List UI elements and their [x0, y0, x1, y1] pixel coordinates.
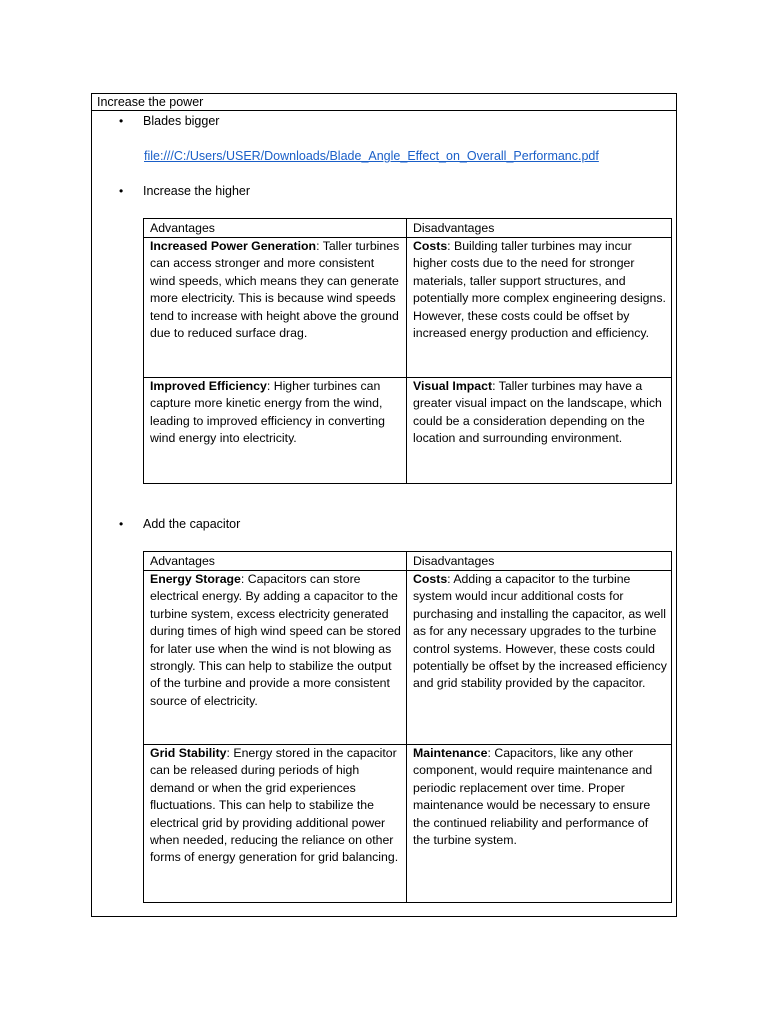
cell-title: Maintenance [413, 746, 488, 760]
disadvantage-cell [407, 571, 672, 745]
advantage-cell [144, 571, 407, 745]
bullet-dot: • [119, 114, 124, 128]
cell-text: : Capacitors can store electrical energy. By adding a capacitor to the turbine system, excess electricity generated during times of high wind speed can be stored for later use when the wind is not blowing as strongly. This can help to stabilize the output of the turbine and provide a more consistent source of electricity. [150, 572, 401, 708]
cell-text: : Building taller turbines may incur higher costs due to the need for stronger materials, taller support structures, and potentially more complex engineering designs. However, these costs could be offset by increased energy production and efficiency. [413, 239, 666, 341]
cell-title: Costs [413, 239, 448, 253]
table-header-row [144, 219, 672, 238]
height-comparison-table [143, 218, 672, 484]
cell-title: Visual Impact [413, 379, 493, 393]
table-row [144, 238, 672, 378]
pdf-link[interactable]: file:///C:/Users/USER/Downloads/Blade_Angle_Effect_on_Overall_Performanc.pdf [144, 149, 599, 163]
advantage-cell [144, 378, 407, 484]
column-header-disadvantages: Disadvantages [407, 552, 672, 571]
bullet-text: Add the capacitor [143, 517, 241, 531]
column-header-advantages: Advantages [144, 552, 407, 571]
table-header-row [144, 552, 672, 571]
cell-title: Increased Power Generation [150, 239, 317, 253]
document-outer-box [91, 93, 677, 917]
bullet-dot: • [119, 517, 124, 531]
bullet-text: Increase the higher [143, 184, 251, 198]
cell-text: : Capacitors, like any other component, would require maintenance and periodic replacement over time. Proper maintenance would be necessary to ensure the continued reliability and performance of the turbine system. [413, 746, 653, 848]
table-row [144, 745, 672, 903]
bullet-dot: • [119, 184, 124, 198]
advantage-cell [144, 745, 407, 903]
column-header-disadvantages: Disadvantages [407, 219, 672, 238]
cell-title: Energy Storage [150, 572, 241, 586]
bullet-text: Blades bigger [143, 114, 220, 128]
cell-text: : Taller turbines may have a greater visual impact on the landscape, which could be a consideration depending on the location and surrounding environment. [413, 379, 662, 446]
disadvantage-cell [407, 238, 672, 378]
section-title: Increase the power [92, 94, 676, 111]
cell-text: : Energy stored in the capacitor can be released during periods of high demand or when the grid experiences fluctuations. This can help to stabilize the electrical grid by providing additional power when needed, reducing the reliance on other forms of energy generation for grid balancing. [150, 746, 399, 865]
column-header-advantages: Advantages [144, 219, 407, 238]
cell-text: : Adding a capacitor to the turbine system would incur additional costs for purchasing and installing the capacitor, as well as for any necessary upgrades to the turbine control systems. However, these costs could potentially be offset by the increased efficiency and grid stability provided by the capacitor. [413, 572, 667, 691]
cell-title: Improved Efficiency [150, 379, 267, 393]
disadvantage-cell [407, 745, 672, 903]
cell-title: Costs [413, 572, 448, 586]
advantage-cell [144, 238, 407, 378]
disadvantage-cell [407, 378, 672, 484]
cell-title: Grid Stability [150, 746, 227, 760]
cell-text: : Higher turbines can capture more kinetic energy from the wind, leading to improved efficiency in converting wind energy into electricity. [150, 379, 385, 446]
table-row [144, 378, 672, 484]
cell-text: : Taller turbines can access stronger and more consistent wind speeds, which means they can generate more electricity. This is because wind speeds tend to increase with height above the ground due to reduced surface drag. [150, 239, 400, 341]
capacitor-comparison-table [143, 551, 672, 903]
table-row [144, 571, 672, 745]
